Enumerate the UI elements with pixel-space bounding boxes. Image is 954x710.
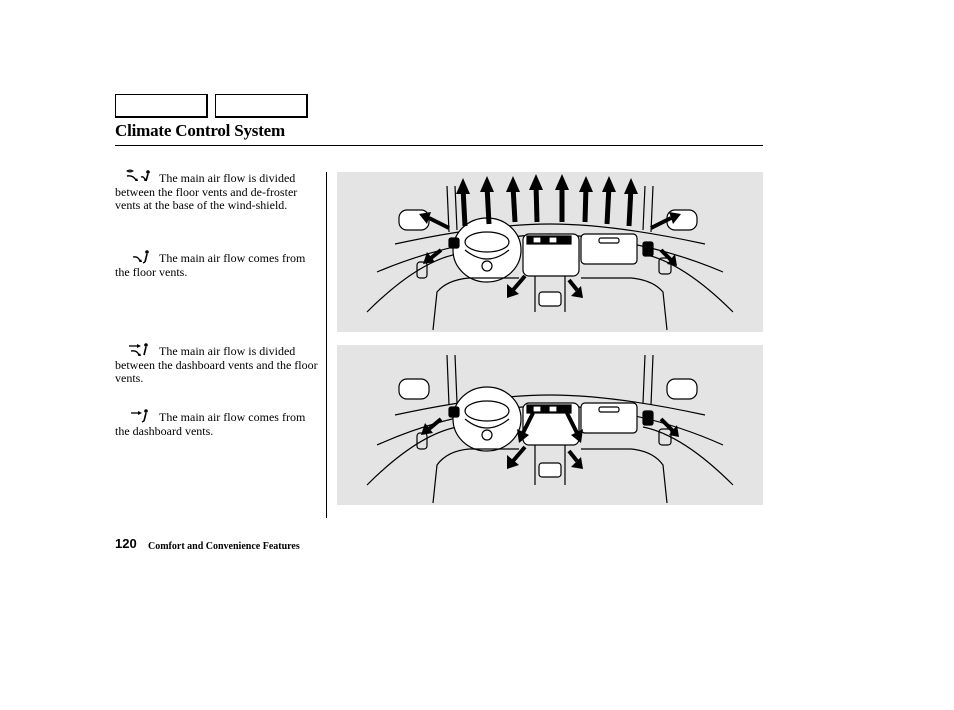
mode-description: The main air flow is divided between the floor vents and de-froster vents at the base of the wind-shield. [115, 171, 298, 212]
dashboard-diagram [337, 345, 763, 505]
title-rule [115, 145, 763, 146]
column-divider [326, 172, 327, 518]
airflow-illustration-floor-defrost [337, 172, 763, 332]
mode-description: The main air flow is divided between the dashboard vents and the floor vents. [115, 344, 318, 385]
mode-description: The main air flow comes from the dashboard vents. [115, 410, 306, 438]
mode-description: The main air flow comes from the floor vents. [115, 251, 306, 279]
header-tab-box-2 [215, 94, 308, 118]
page-title: Climate Control System [115, 121, 285, 140]
dashboard-diagram [337, 172, 763, 332]
section-name: Comfort and Convenience Features [148, 541, 300, 552]
page-number: 120 [115, 536, 137, 551]
header-tab-box-1 [115, 94, 208, 118]
airflow-illustration-bi-level [337, 345, 763, 505]
